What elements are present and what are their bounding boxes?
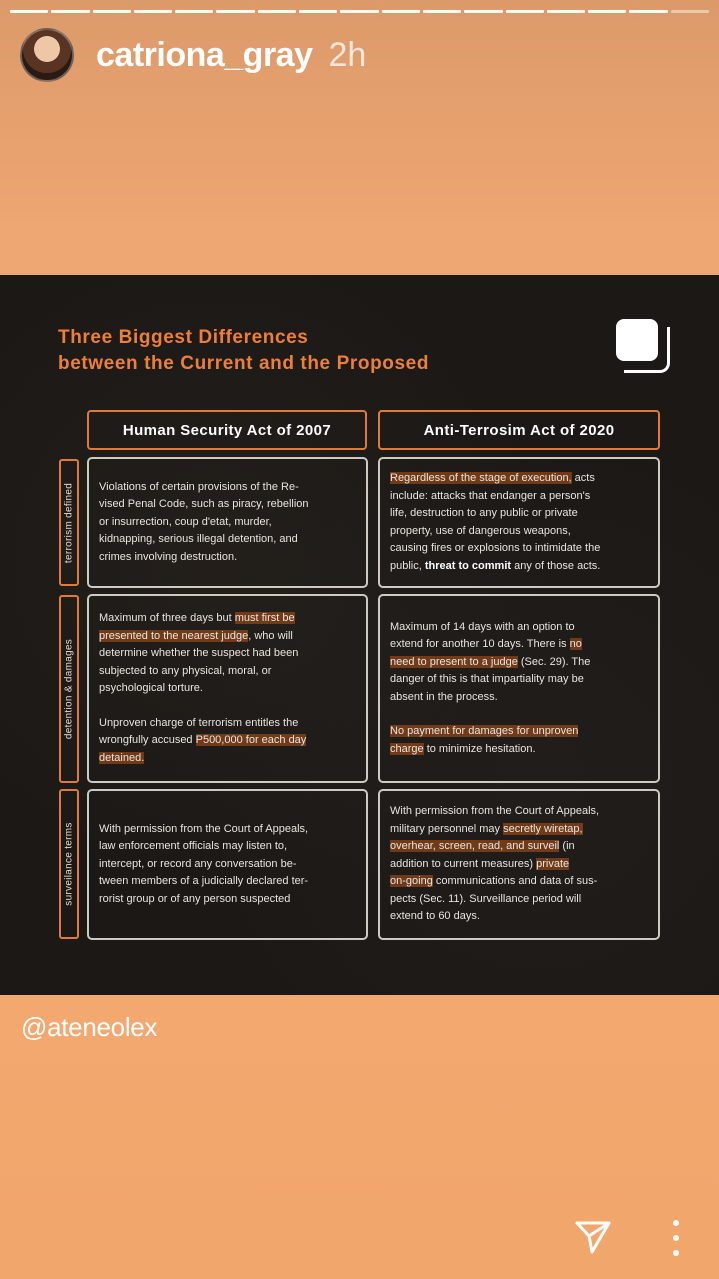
cell-terrorism-ata — [378, 457, 660, 588]
cell-paragraph — [99, 715, 356, 768]
more-options-icon[interactable] — [668, 1220, 684, 1256]
cell-surveilance-ata — [378, 789, 660, 940]
cell-text: kidnapping, serious illegal detention, and — [99, 533, 298, 546]
highlighted-text: Regardless of the stage of execution, — [390, 472, 572, 484]
cell-text: causing fires or explosions to intimidate the — [390, 542, 601, 554]
progress-segment — [93, 10, 131, 13]
cell-text: include: attacks that endanger a person's — [390, 489, 591, 502]
highlighted-text: charge — [390, 742, 424, 755]
cell-text: to minimize hesitation. — [423, 742, 536, 755]
row-label-surveilance-terms: surveilance terms — [59, 789, 79, 939]
cell-paragraph — [390, 619, 648, 707]
progress-segment — [51, 10, 89, 13]
cell-text: Unproven charge of terrorism entitles the — [99, 716, 299, 729]
cell-text: rorist group or of any person suspected — [99, 892, 291, 905]
cell-text: military personnel may — [390, 822, 504, 835]
progress-segment — [216, 10, 254, 13]
cell-paragraph — [99, 479, 356, 567]
progress-segment — [588, 10, 626, 13]
cell-text: extend for another 10 days. There is — [390, 638, 570, 651]
cell-text: addition to current measures) — [390, 857, 537, 870]
cell-text: life, destruction to any public or private — [390, 507, 578, 519]
cell-surveilance-hsa — [87, 789, 368, 940]
multiple-images-icon — [616, 319, 670, 373]
cell-text: Maximum of 14 days with an option to — [390, 620, 575, 633]
highlighted-text: presented to the nearest judge — [99, 629, 249, 642]
cell-text: Violations of certain provisions of the Re- — [99, 480, 299, 493]
progress-segment — [299, 10, 337, 13]
cell-paragraph — [99, 821, 356, 909]
cell-text: communications and data of sus- — [432, 875, 598, 888]
highlighted-text: on-going — [390, 875, 433, 888]
bold-text: threat to commit — [424, 559, 512, 572]
story-image — [0, 275, 719, 995]
cell-text: subjected to any physical, moral, or — [99, 664, 272, 677]
progress-segment — [10, 10, 48, 13]
cell-text: or insurrection, coup d'etat, murder, — [99, 515, 272, 528]
progress-segment — [340, 10, 378, 13]
progress-segment — [134, 10, 172, 13]
cell-terrorism-hsa — [87, 457, 368, 588]
progress-segment — [423, 10, 461, 13]
row-label-detention-damages: detention & damages — [59, 595, 79, 783]
progress-segment — [175, 10, 213, 13]
story-header — [20, 28, 366, 82]
story-progress-bar — [10, 10, 709, 13]
mention-sticker[interactable]: @ateneolex — [21, 1012, 158, 1042]
title-line-2: between the Current and the Proposed — [58, 353, 430, 374]
avatar[interactable] — [20, 28, 74, 82]
cell-text: , who will — [248, 629, 293, 642]
cell-text: any of those acts. — [511, 559, 601, 572]
highlighted-text: overhear, screen, read, and surveil — [390, 840, 560, 853]
highlighted-text: no — [569, 638, 582, 651]
column-header-hsa-2007: Human Security Act of 2007 — [87, 410, 367, 450]
cell-text: absent in the process. — [390, 690, 498, 703]
progress-segment — [382, 10, 420, 13]
highlighted-text: need to present to a judge — [390, 655, 518, 668]
cell-paragraph — [99, 610, 356, 698]
cell-text: vised Penal Code, such as piracy, rebellion — [99, 498, 309, 511]
cell-text: (in — [559, 840, 575, 853]
cell-text: extend to 60 days. — [390, 910, 480, 923]
cell-text: law enforcement officials may listen to, — [99, 840, 288, 853]
infographic-title — [58, 325, 429, 377]
cell-text: intercept, or record any conversation be- — [99, 857, 297, 870]
cell-text: pects (Sec. 11). Surveillance period will — [390, 892, 582, 905]
highlighted-text: P500,000 for each day — [195, 734, 307, 746]
cell-text: property, use of dangerous weapons, — [390, 524, 571, 537]
cell-text: psychological torture. — [99, 682, 203, 694]
row-label-terrorism-defined: terrorism defined — [59, 459, 79, 586]
cell-text: danger of this is that impartiality may be — [390, 673, 584, 686]
highlighted-text: No payment for damages for unproven — [390, 725, 579, 738]
cell-text: With permission from the Court of Appeals, — [390, 805, 600, 818]
cell-text: (Sec. 29). The — [517, 655, 591, 668]
cell-text: determine whether the suspect had been — [99, 647, 299, 659]
cell-text: acts — [571, 472, 595, 484]
cell-detention-hsa — [87, 594, 368, 783]
cell-text: tween members of a judicially declared ter- — [99, 875, 309, 888]
cell-text: Maximum of three days but — [99, 612, 235, 624]
highlighted-text: secretly wiretap, — [503, 822, 583, 835]
highlighted-text: detained. — [99, 751, 145, 764]
progress-segment — [258, 10, 296, 13]
progress-segment — [547, 10, 585, 13]
cell-text: public, — [390, 559, 425, 572]
cell-text: crimes involving destruction. — [99, 550, 238, 563]
cell-paragraph — [390, 803, 648, 926]
highlighted-text: must first be — [234, 612, 295, 624]
cell-detention-ata — [378, 594, 660, 783]
username[interactable]: catriona_gray — [96, 35, 313, 74]
cell-paragraph — [390, 470, 648, 575]
send-icon[interactable] — [574, 1219, 612, 1255]
progress-segment — [464, 10, 502, 13]
cell-text: With permission from the Court of Appeals, — [99, 822, 309, 835]
progress-segment — [629, 10, 667, 13]
timestamp: 2h — [328, 35, 367, 74]
highlighted-text: private — [536, 857, 570, 870]
cell-paragraph — [390, 723, 648, 758]
title-line-1: Three Biggest Differences — [58, 327, 309, 348]
column-header-ata-2020: Anti-Terrosim Act of 2020 — [378, 410, 660, 450]
progress-segment — [506, 10, 544, 13]
progress-segment — [671, 10, 709, 13]
cell-text: wrongfully accused — [99, 734, 196, 746]
